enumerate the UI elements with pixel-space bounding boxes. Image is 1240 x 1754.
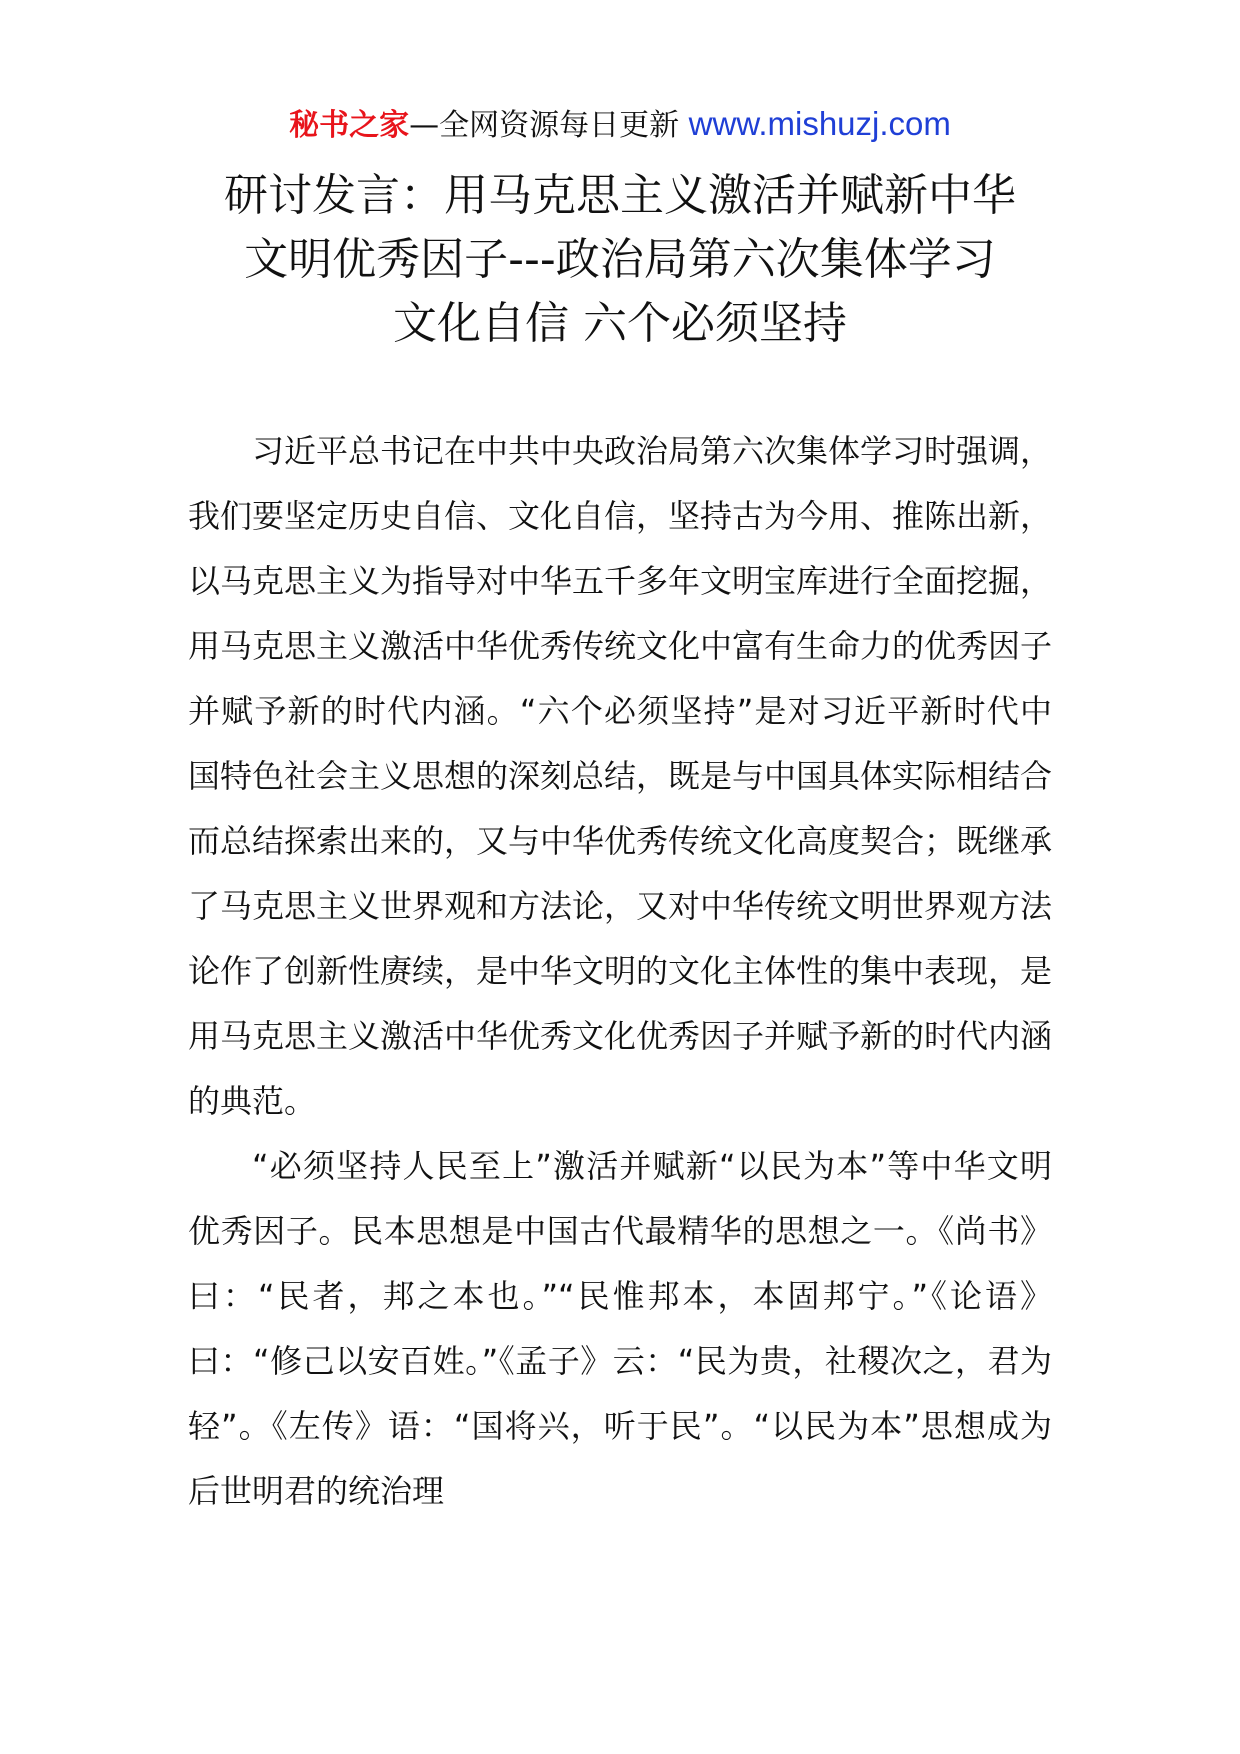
site-url-link[interactable]: www.mishuzj.com (688, 105, 951, 142)
brand-name: 秘书之家 (289, 108, 410, 143)
title-line-1: 研讨发言：用马克思主义激活并赋新中华 (224, 170, 1016, 221)
title-line-3: 文化自信 六个必须坚持 (393, 298, 847, 349)
body-paragraph-1: 习近平总书记在中共中央政治局第六次集体学习时强调，我们要坚定历史自信、文化自信，坚持古为今用、推陈出新，以马克思主义为指导对中华五千多年文明宝库进行全面挖掘，用马克思主义激活中华优秀传统文化中富有生命力的优秀因子并赋予新的时代内涵。“六个必须坚持”是对习近平新时代中国特色社会主义思想的深刻总结，既是与中国具体实际相结合而总结探索出来的，又与中华优秀传统文化高度契合；既继承了马克思主义世界观和方法论，又对中华传统文明世界观方法论作了创新性赓续，是中华文明的文化主体性的集中表现，是用马克思主义激活中华优秀文化优秀因子并赋予新的时代内涵的典范。 (188, 432, 1053, 1120)
document-body (188, 419, 1052, 1524)
title-line-2: 文明优秀因子---政治局第六次集体学习 (244, 234, 996, 285)
document-title (150, 164, 1090, 356)
body-paragraph-2: “必须坚持人民至上”激活并赋新“以民为本”等中华文明优秀因子。民本思想是中国古代最精华的思想之一。《尚书》曰：“民者，邦之本也。”“民惟邦本，本固邦宁。”《论语》曰：“修己以安百姓。”《孟子》云：“民为贵，社稷次之，君为轻”。《左传》语：“国将兴，听于民”。“以民为本”思想成为后世明君的统治理 (188, 1147, 1052, 1510)
header-tagline: —全网资源每日更新 (409, 108, 689, 143)
site-header (0, 104, 1240, 146)
